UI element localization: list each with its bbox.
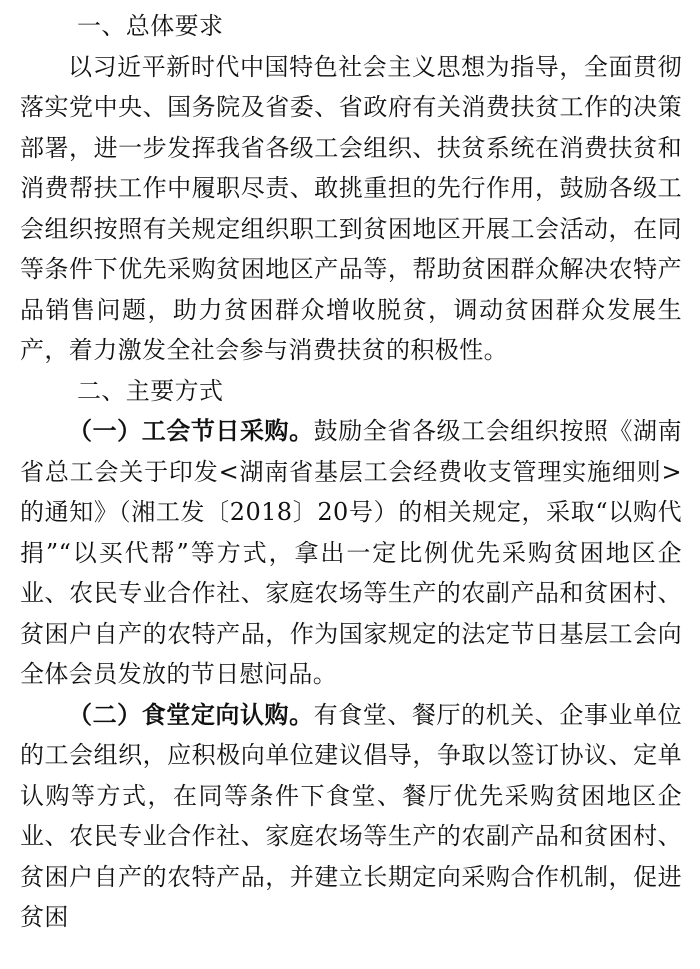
section-heading-main-methods: 二、主要方式 — [77, 376, 224, 405]
section-heading-general-requirements: 一、总体要求 — [77, 12, 224, 40]
paragraph-text: 以习近平新时代中国特色社会主义思想为指导，全面贯彻落实党中央、国务院及省委、省政府有关消费扶贫工作的决策部署，进一步发挥我省各级工会组织、扶贫系统在消费扶贫和消费帮扶工作中履职尽责、敢挑重担的先行作用，鼓励各级工会组织按照有关规定组织职工到贫困地区开展工会活动，在同等条件下优先采购贫困地区产品等，帮助贫困群众解决农特产品销售问题，助力贫困群众增收脱贫，调动贫困群众发展生产，着力激发全社会参与消费扶贫的积极性。 — [20, 52, 682, 364]
paragraph-text: 有食堂、餐厅的机关、企事业单位的工会组织，应积极向单位建议倡导，争取以签订协议、定单认购等方式，在同等条件下食堂、餐厅优先采购贫困地区企业、农民专业合作社、家庭农场等生产的农副产品和贫困村、贫困户自产的农特产品，并建立长期定向采购合作机制，促进贫困 — [20, 700, 683, 931]
paragraph-lead-title: （一）工会节日采购。 — [68, 417, 314, 445]
paragraph-lead-title: （二）食堂定向认购。 — [68, 700, 314, 729]
paragraph-union-holiday-purchase — [20, 411, 682, 695]
paragraph-canteen-directed-purchase — [20, 695, 682, 938]
paragraph-text: 鼓励全省各级工会组织按照《湖南省总工会关于印发<湖南省基层工会经费收支管理实施细则>的通知》（湘工发〔2018〕20号）的相关规定，采取“以购代捐”“以买代帮”等方式，拿出一定比例优先采购贫困地区企业、农民专业合作社、家庭农场等生产的农副产品和贫困村、贫困户自产的农特产品，作为国家规定的法定节日基层工会向全体会员发放的节日慰问品。 — [20, 417, 683, 688]
paragraph-general-requirements — [20, 47, 682, 371]
